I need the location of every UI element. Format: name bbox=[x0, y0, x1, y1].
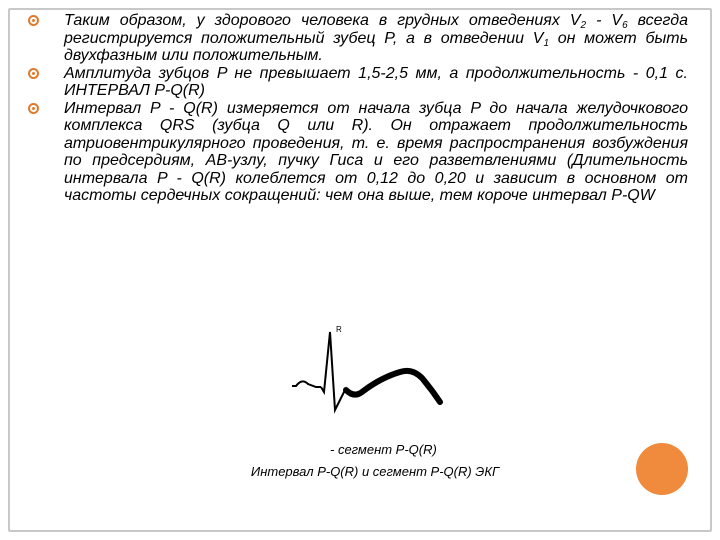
bullet-icon bbox=[28, 103, 39, 114]
ecg-p-wave-baseline bbox=[292, 381, 321, 387]
bullet-1-sub-b: 6 bbox=[622, 20, 628, 31]
bullet-3-text: Интервал P - Q(R) измеряется от начала зубца P до начала желудочкового комплекса QRS (зубца Q или R). Он отражает продолжительность атриовентрикулярного проведения, т. е. время распространения возбуждения по предсердиям, AB-узлу, пучку Гиса и его разветвлениями (Длительность интервала P - Q(R) колеблется от 0,12 до 0,20 и зависит в основном от частоты сердечных сокращений: чем она выше, тем короче интервал P-QW bbox=[64, 99, 688, 204]
figure-caption-title: Интервал P-Q(R) и сегмент P-Q(R) ЭКГ bbox=[250, 464, 500, 479]
bullet-1-text-c: всегда регистрируется положительный зубец P, а в отведении V bbox=[64, 12, 688, 47]
bullet-icon bbox=[28, 15, 39, 26]
bullet-list bbox=[28, 12, 688, 205]
ecg-qrs-complex bbox=[321, 332, 346, 410]
bullet-item-1 bbox=[28, 12, 688, 65]
figure-caption-segment: - сегмент P-Q(R) bbox=[330, 442, 437, 457]
ecg-diagram bbox=[290, 318, 460, 428]
bullet-item-2 bbox=[28, 65, 688, 100]
bullet-item-3 bbox=[28, 100, 688, 205]
ecg-r-label: R bbox=[336, 325, 342, 334]
bullet-1-sub-a: 2 bbox=[580, 20, 587, 31]
bullet-1-text-a: Таким образом, у здорового человека в грудных отведениях V bbox=[64, 12, 581, 29]
bullet-2-text: Амплитуда зубцов P не превышает 1,5-2,5 мм, а продолжительность - 0,1 с. ИНТЕРВАЛ P-Q(R) bbox=[64, 64, 688, 99]
bullet-icon bbox=[28, 68, 39, 79]
bullet-1-sub-c: 1 bbox=[543, 37, 550, 49]
bullet-1-text-b: - V bbox=[586, 12, 623, 29]
ecg-t-wave bbox=[346, 371, 440, 402]
decorative-circle bbox=[636, 443, 688, 495]
bullet-1-text-d: он может быть двухфазным или положительным. bbox=[64, 29, 689, 64]
